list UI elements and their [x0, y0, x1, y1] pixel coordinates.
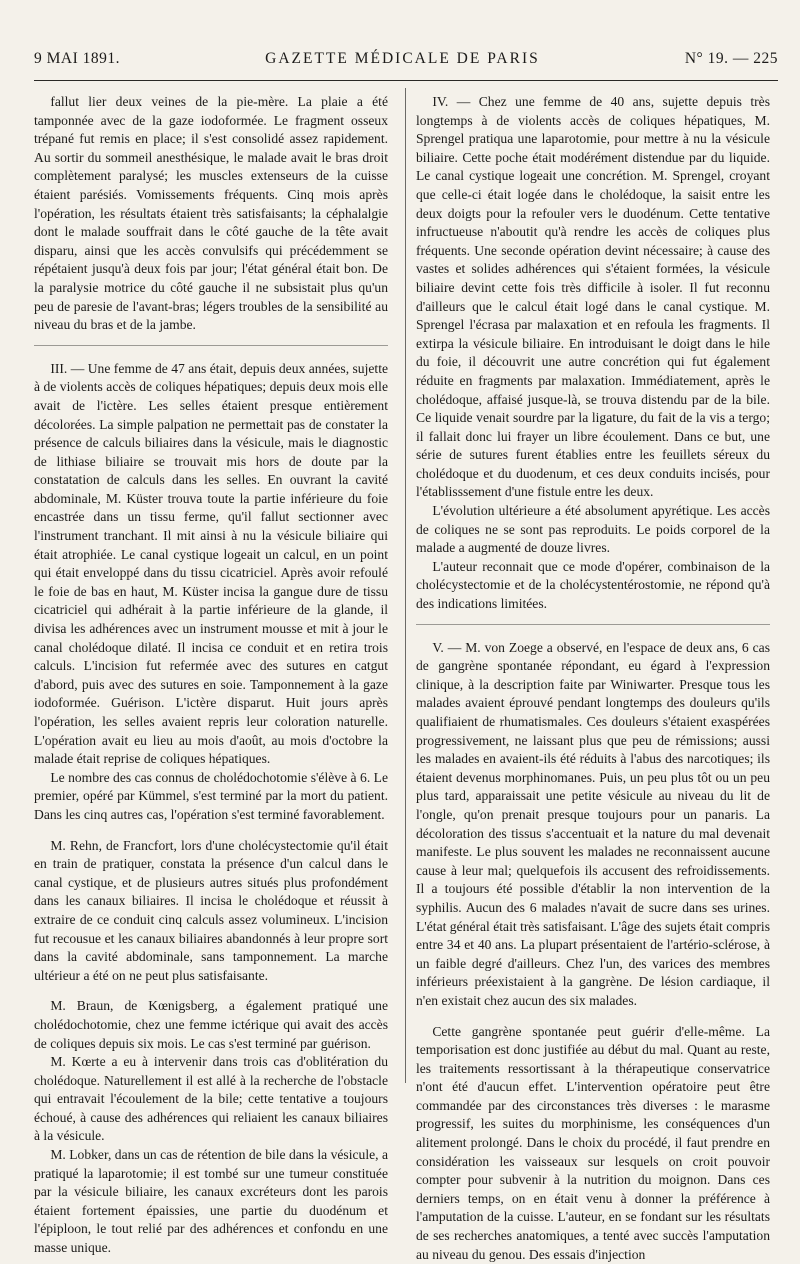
section-separator [34, 345, 388, 346]
left-column [34, 93, 388, 1083]
paragraph-koerte: M. Kœrte a eu à intervenir dans trois cas d'oblitération du cholédoque. Naturellement il est allé à la recherche de l'obstacle qui entravait l'écoulement de la bile; cette tentative a toujours échoué, à cause des adhérences qui reliaient les canaux biliaires à la vésicule. [34, 1053, 388, 1146]
right-column [416, 93, 770, 1083]
paragraph-gangrene-treatment: Cette gangrène spontanée peut guérir d'elle-même. La temporisation est donc justifiée au début du mal. Quant au reste, les traitements ressortissant à la thérapeutique conservatrice n'ont été d'aucun effet. L'intervention opératoire peut être commandée par des circonstances très diverses : le marasme progressif, les suites du morphinisme, les conséquences d'un alitement prolongé. Dans le choix du procédé, il faut prendre en considération les vaisseaux sur lesquels on croit pouvoir compter pour subvenir à la nutrition du moignon. Dans ces derniers temps, on en était venu à donner la préférence à l'amputation de la cuisse. L'auteur, en se fondant sur les résultats de ses recherches anatomiques, a tenté avec succès l'amputation au niveau du genou. Des essais d'injection [416, 1023, 770, 1264]
paragraph-continuation: fallut lier deux veines de la pie-mère. La plaie a été tamponnée avec de la gaze iodoformée. Le fragment osseux trépané fut remis en place; il s'est consolidé assez rapidement. Au sortir du sommeil anesthésique, le malade avait le bras droit complètement paralysé; les muscles extenseurs de la cuisse étaient parésiés. Vomissements fréquents. Cinq mois après l'opération, les résultats étaient très satisfaisants; la céphalalgie dont le malade souffrait dans le côté gauche de la tête avait disparu, ainsi que les accès convulsifs qui précédemment se répétaient jusqu'à deux fois par jour; l'état général était bon. De la paralysie motrice du côté gauche il ne subsistait plus qu'un peu de paresie de l'avant-bras; légers troubles de la sensibilité au niveau du bras et de la jambe. [34, 93, 388, 335]
section-separator [416, 624, 770, 625]
page-header [34, 50, 778, 74]
paragraph-braun: M. Braun, de Kœnigsberg, a également pratiqué une cholédochotomie, chez une femme ictérique qui avait des accès de coliques depuis six mois. Le cas s'est terminé par guérison. [34, 997, 388, 1053]
paragraph-cholédochotomie-count: Le nombre des cas connus de cholédochotomie s'élève à 6. Le premier, opéré par Kümmel, s'est terminé par la mort du patient. Dans les cinq autres cas, l'opération s'est terminé favorablement. [34, 769, 388, 825]
column-divider [405, 88, 406, 1083]
paragraph-author-note: L'auteur reconnait que ce mode d'opérer, combinaison de la cholécystectomie et de la cholécystentérostomie, ne répond qu'à des indications limitées. [416, 558, 770, 614]
paragraph-lobker: M. Lobker, dans un cas de rétention de bile dans la vésicule, a pratiqué la laparotomie; il est tombé sur une tumeur constituée par la vésicule biliaire, les canaux excréteurs dont les parois étaient fortement épaissies, une partie du duodénum et l'épiploon, le tout relié par des adhérences et confondu en une masse unique. [34, 1146, 388, 1258]
issue-date: 9 MAI 1891. [34, 50, 120, 68]
paragraph-case-iii: III. — Une femme de 47 ans était, depuis deux années, sujette à de violents accès de coliques hépatiques; depuis deux mois elle avait de l'ictère. Les selles étaient presque entièrement décolorées. La simple palpation ne permettait pas de constater la présence de calculs biliaires dans la vésicule, mais le diagnostic de lithiase biliaire se trouvait mis hors de doute par la constatation de calculs dans les selles. En ouvrant la cavité abdominale, M. Küster trouva toute la partie inférieure du foie encastrée dans un tissu ferme, qu'il fallut sectionner avec l'instrument tranchant. Il mit ainsi à nu la vésicule biliaire qui était atrophiée. Le canal cystique logeait un calcul, en un point qui était enveloppé dans du tissu cicatriciel. Après avoir refoulé le foie de bas en haut, M. Küster incisa la gangue dure de tissu cicatriciel qui adhérait à la partie inférieure de la glande, il divisa les adhérences avec un instrument mousse et mit à jour le canal cholédoque dilaté. Il incisa ce conduit et en retira trois calculs. L'incision fut refermée avec des sutures en catgut d'abord, puis avec des sutures en soie. Tamponnement à la gaze iodoformée. Guérison. L'ictère disparut. Huit jours après l'opération, les selles avaient repris leur coloration naturelle. L'opération avait eu lieu au mois d'août, au mois d'octobre la malade était reprise de coliques hépatiques. [34, 360, 388, 769]
paragraph-rehn: M. Rehn, de Francfort, lors d'une cholécystectomie qu'il était en train de pratiquer, constata la présence d'un calcul dans le canal cystique, et de plusieurs autres situés plus profondément dans les canaux biliaires. Il incisa le cholédoque et réussit à extraire de ce conduit cinq calculs assez volumineux. L'incision fut recousue et les canaux biliaires abandonnés à leur propre sort dans la cavité abdominale, sans tamponnement. La marche ultérieur a été on ne peut plus satisfaisante. [34, 837, 388, 986]
paragraph-case-iv: IV. — Chez une femme de 40 ans, sujette depuis très longtemps à de violents accès de coliques hépatiques, M. Sprengel pratiqua une laparotomie, pour mettre à nu la vésicule biliaire. Cette poche était modérément distendue par du liquide. Le canal cystique logeait une concrétion. M. Sprengel, croyant que celle-ci était logée dans le cholédoque, la saisit entre les deux doigts pour la refouler vers le duodénum. Cette tentative infructueuse n'aboutit qu'à rendre les accès de coliques plus fréquents. Une seconde opération devint nécessaire; à cause des vastes et solides adhérences qui s'étaient formées, la vésicule biliaire devint cette fois très difficile à isoler. Il fut reconnu d'ailleurs que le calcul était logé dans le canal cystique. M. Sprengel l'écrasa par malaxation et en refoula les fragments. Il extirpa la vésicule biliaire. En introduisant le doigt dans le hile du foie, il découvrit une autre concrétion qui fut également réduite en fragments par malaxation. Immédiatement, après le cholédoque, affaisé jusque-là, se trouva distendu par de la bile. Ce liquide venait sourdre par la ligature, du fait de la vis a tergo; il fallait donc lui frayer un libre écoulement. Dans ce but, une série de sutures furent établies entre les feuillets séreux du cholédoque et du duodenum, et ces deux conduits incisés, pour l'établisssement d'une fistule entre les deux. [416, 93, 770, 502]
issue-page-number: N° 19. — 225 [685, 50, 778, 68]
header-rule [34, 80, 778, 81]
paragraph-case-v: V. — M. von Zoege a observé, en l'espace de deux ans, 6 cas de gangrène spontanée répondant, eu égard à l'expression clinique, à la description faite par Winiwarter. Presque tous les malades avaient éprouvé pendant longtemps des douleurs qu'ils qualifiaient de rhumatismales. Ces douleurs s'étaient exaspérées progressivement, ne laissant plus que peu de rémissions; aussi les malades en avaient-ils été réduits à l'abus des narcotiques; ils étaient devenus morphinomanes. Puis, un peu plus tôt ou un peu plus tard, apparaissait une petite vésicule au niveau du lit de l'ongle, qu'on prenait presque toujours pour un panaris. La décoloration des tissus s'accentuait et la nature du mal devenait manifeste. Le plus souvent les malades ne reconnaissent aucune cause à leur mal; quelquefois ils accusent des refroidissements. Il a toujours été possible d'établir la non intervention de la syphilis. Aucun des 6 malades n'avait de sucre dans ses urines. L'état général était très satisfaisant. L'âge des sujets était compris entre 34 et 40 ans. La plupart présentaient de l'artério-sclérose, à un faible degré d'ailleurs. Chez l'un, des varices des membres inférieurs préexistaient à la gangrène. De lésion cardiaque, il n'en existait chez aucun des six malades. [416, 639, 770, 1011]
journal-title: GAZETTE MÉDICALE DE PARIS [265, 50, 540, 68]
paragraph-evolution: L'évolution ultérieure a été absolument apyrétique. Les accès de coliques ne se sont pas reproduits. Le poids corporel de la malade a augmenté de douze livres. [416, 502, 770, 558]
